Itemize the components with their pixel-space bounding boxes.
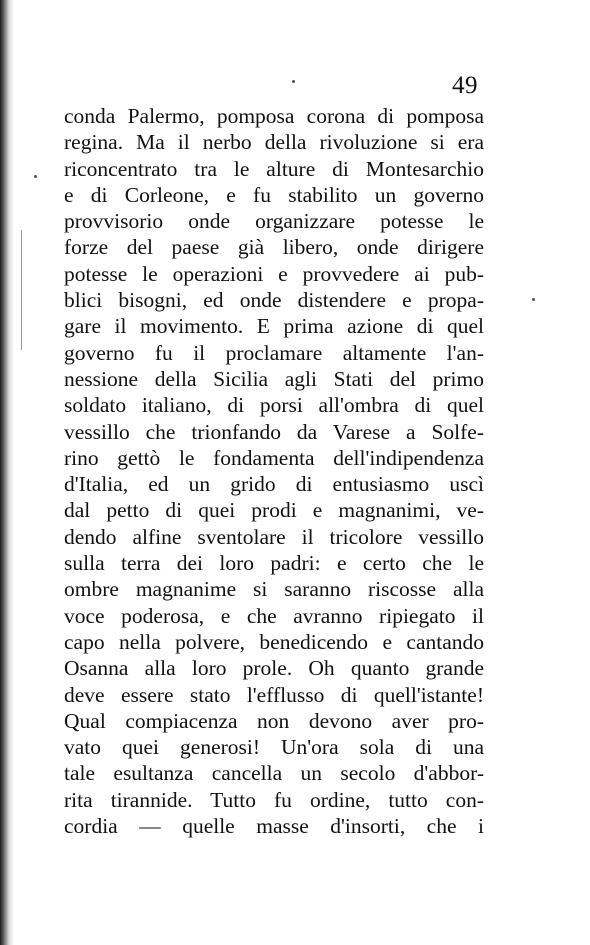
- text-line: ombre magnanime si saranno riscosse alla: [64, 577, 484, 602]
- text-line: governo fu il proclamare altamente l'an-: [64, 340, 484, 365]
- text-line: deve essere stato l'efflusso di quell'istante!: [64, 682, 484, 707]
- text-line: Qual compiacenza non devono aver pro-: [64, 708, 484, 733]
- text-line: cordia — quelle masse d'insorti, che i: [64, 814, 484, 839]
- page-binding-edge: [0, 0, 14, 945]
- page-margin-mark: [21, 230, 22, 350]
- text-line: d'Italia, ed un grido di entusiasmo uscì: [64, 472, 484, 497]
- text-line: forze del paese già libero, onde dirigere: [64, 235, 484, 260]
- text-line: e di Corleone, e fu stabilito un governo: [64, 182, 484, 207]
- text-line: conda Palermo, pomposa corona di pomposa: [64, 104, 484, 128]
- text-line: rita tirannide. Tutto fu ordine, tutto con-: [64, 787, 484, 812]
- text-line: gare il movimento. E prima azione di quel: [64, 314, 484, 339]
- text-line: regina. Ma il nerbo della rivoluzione si era: [64, 130, 484, 155]
- text-line: dal petto di quei prodi e magnanimi, ve-: [64, 498, 484, 523]
- paper-speck: [292, 80, 295, 83]
- text-line: capo nella polvere, benedicendo e cantando: [64, 629, 484, 654]
- text-line: provvisorio onde organizzare potesse le: [64, 209, 484, 234]
- body-text: [64, 103, 484, 839]
- text-line: riconcentrato tra le alture di Montesarchio: [64, 156, 484, 181]
- page-number: 49: [452, 72, 478, 99]
- text-line: rino gettò le fondamenta dell'indipendenza: [64, 445, 484, 470]
- text-line: voce poderosa, e che avranno ripiegato il: [64, 603, 484, 628]
- text-line: sulla terra dei loro padri: e certo che le: [64, 551, 484, 576]
- paper-speck: [532, 298, 535, 301]
- text-line: blici bisogni, ed onde distendere e propa-: [64, 288, 484, 313]
- paper-speck: [34, 175, 37, 178]
- text-line: soldato italiano, di porsi all'ombra di quel: [64, 393, 484, 418]
- text-line: Osanna alla loro prole. Oh quanto grande: [64, 656, 484, 681]
- text-line: dendo alfine sventolare il tricolore vessillo: [64, 524, 484, 549]
- text-line: tale esultanza cancella un secolo d'abbor-: [64, 761, 484, 786]
- text-line: vato quei generosi! Un'ora sola di una: [64, 735, 484, 760]
- text-line: vessillo che trionfando da Varese a Solfe-: [64, 419, 484, 444]
- text-line: potesse le operazioni e provvedere ai pub-: [64, 261, 484, 286]
- text-line: nessione della Sicilia agli Stati del primo: [64, 366, 484, 391]
